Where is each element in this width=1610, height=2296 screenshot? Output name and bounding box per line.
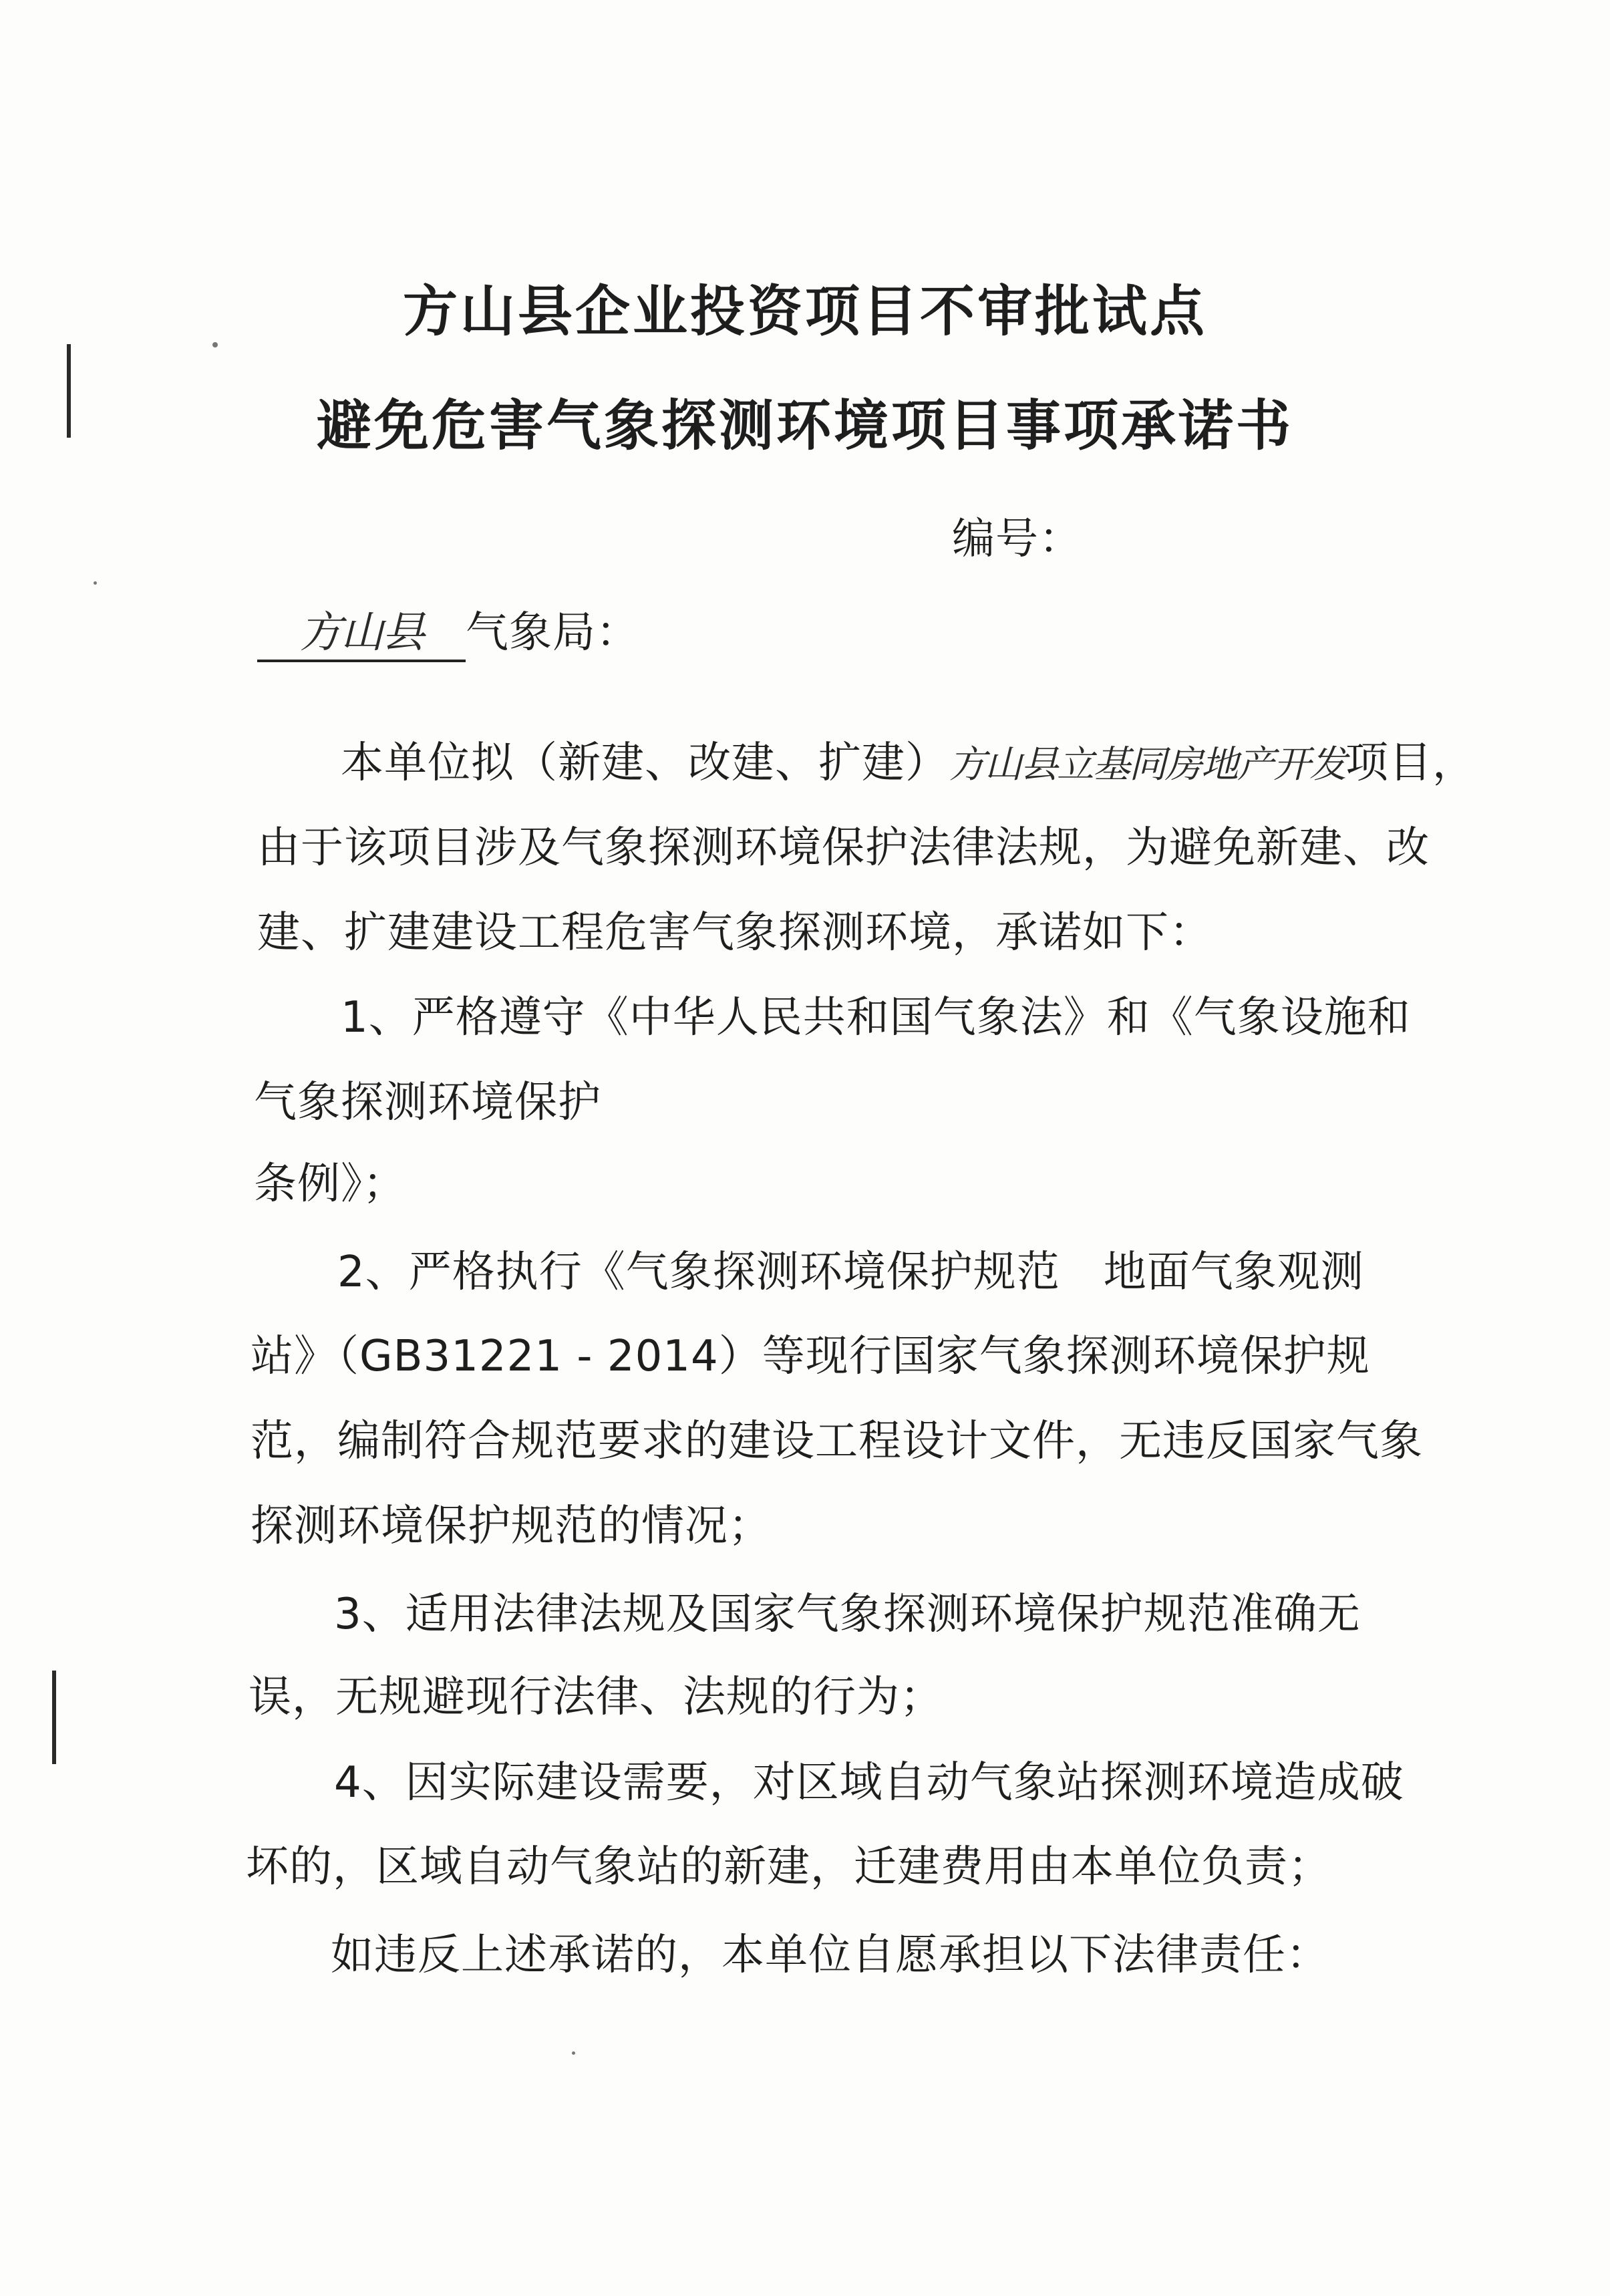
intro-line-2: 由于该项目涉及气象探测环境保护法律法规，为避免新建、改: [257, 823, 1430, 873]
scan-speck: [94, 581, 97, 585]
item-3-line-1: 3、适用法律法规及国家气象探测环境保护规范准确无: [334, 1590, 1361, 1639]
item-1-line-2: 气象探测环境保护: [254, 1078, 601, 1127]
item-1-line-3: 条例》；: [254, 1159, 406, 1209]
serial-number-label: 编号：: [952, 515, 1082, 564]
item-1-line-1: 1、严格遵守《中华人民共和国气象法》和《气象设施和: [341, 993, 1411, 1042]
scan-speck: [212, 342, 218, 347]
document-title-line-1: 方山县企业投资项目不审批试点: [402, 279, 1207, 343]
item-4-line-1: 4、因实际建设需要，对区域自动气象站探测环境造成破: [334, 1758, 1404, 1808]
item-2-line-1: 2、严格执行《气象探测环境保护规范 地面气象观测: [337, 1248, 1364, 1297]
item-2-line-2: 站》（GB31221 - 2014）等现行国家气象探测环境保护规: [251, 1332, 1370, 1381]
item-4-line-2: 坏的，区域自动气象站的新建，迁建费用由本单位负责；: [246, 1842, 1331, 1892]
scan-speck: [572, 2051, 575, 2055]
closing-line: 如违反上述承诺的，本单位自愿承担以下法律责任：: [331, 1930, 1329, 1980]
recipient-suffix: 气象局：: [466, 608, 639, 658]
intro-line-3: 建、扩建建设工程危害气象探测环境，承诺如下：: [257, 908, 1213, 958]
item-3-line-2: 误，无规避现行法律、法规的行为；: [249, 1673, 943, 1722]
handwritten-project-name: 方山县立基同房地产开发: [949, 743, 1345, 786]
item-2-line-3: 范，编制符合规范要求的建设工程设计文件，无违反国家气象: [251, 1417, 1423, 1466]
intro-line-1: [341, 738, 1476, 788]
recipient-handwritten: 方山县: [257, 611, 466, 662]
intro-part-1: 本单位拟（新建、改建、扩建）: [341, 738, 949, 788]
recipient-line: [257, 608, 639, 662]
binding-mark-bottom: [52, 1671, 56, 1764]
item-2-line-4: 探测环境保护规范的情况；: [251, 1501, 772, 1551]
intro-part-2: 项目，: [1345, 738, 1476, 788]
document-title-line-2: 避免危害气象探测环境项目事项承诺书: [316, 394, 1293, 458]
